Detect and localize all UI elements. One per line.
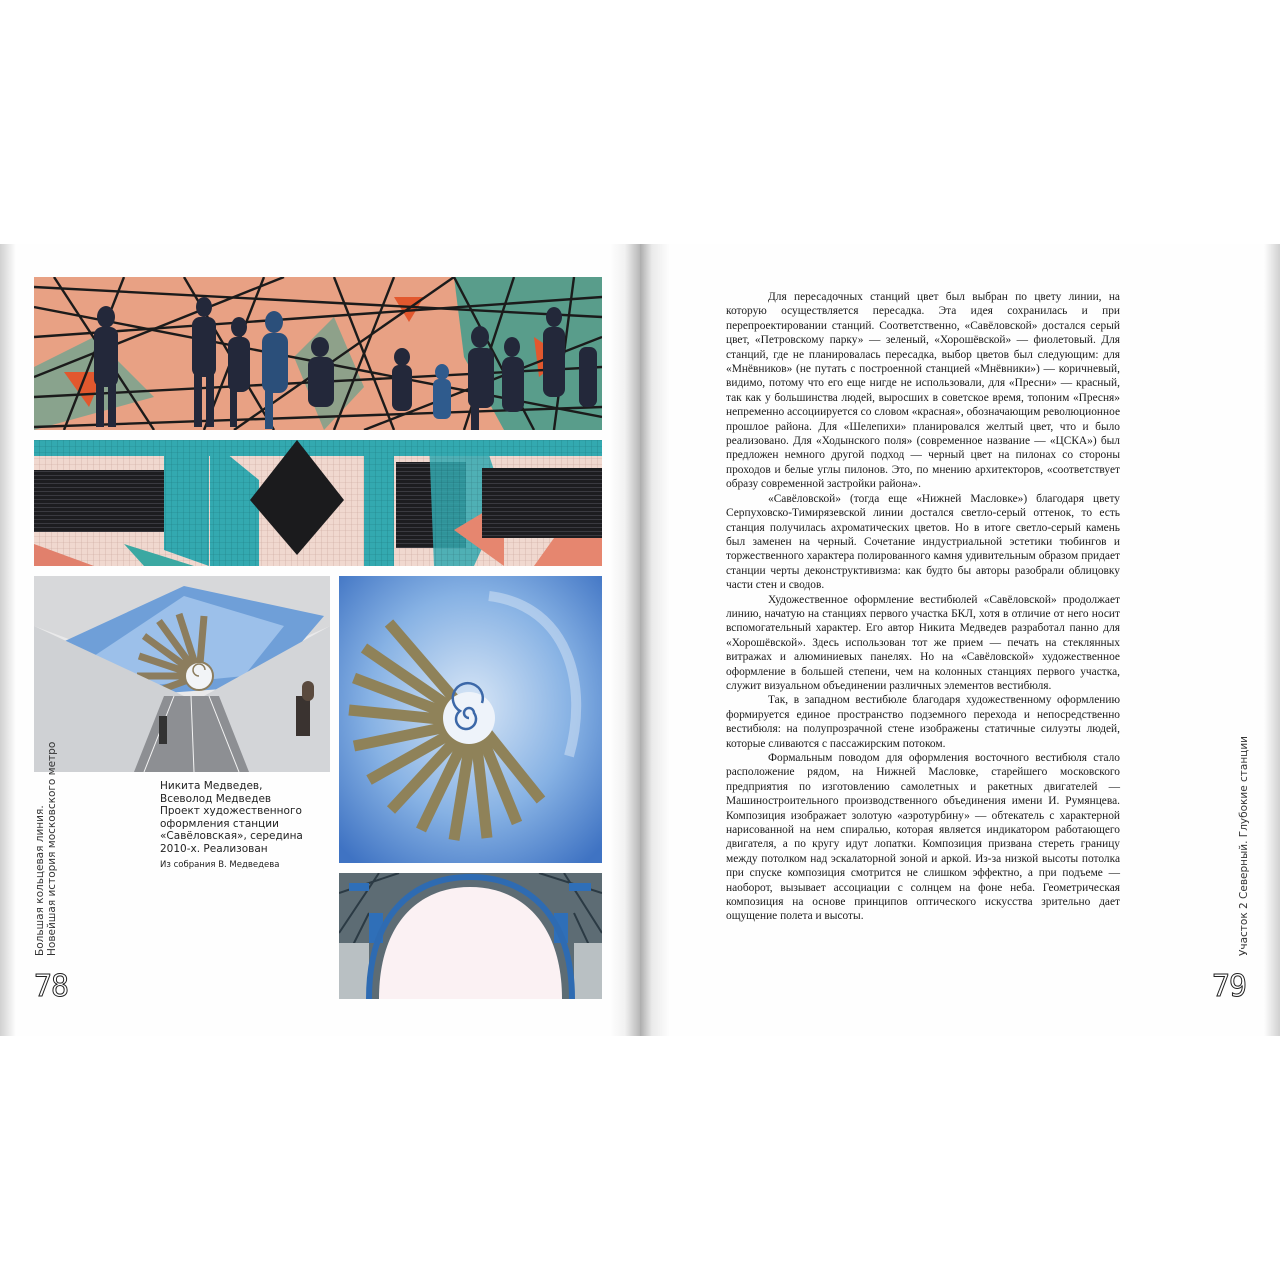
page-number-left: 78 xyxy=(34,969,69,1004)
page-edge-shadow-right xyxy=(1264,244,1280,1036)
paragraph: «Савёловской» (тогда еще «Нижней Масловке») благодаря цвету Серпуховско-Тимирязевской линии достался светло-серый оттенок, то есть станция получилась ахроматических цветов. Но в итоге светло-серый камень был заменен на черный. Сочетание индустриальной эстетики тюбингов и торжественного характера полированного камня удивительным образом придает станции черты деконструктивизма: как будто бы авторы разобрали облицовку части стен и сводов. xyxy=(726,492,1120,592)
book-spread xyxy=(0,244,1280,1036)
caption-line: Всеволод Медведев xyxy=(160,792,272,805)
paragraph: Формальным поводом для оформления восточного вестибюля стало расположение рядом, на Нижней Масловке, старейшего московского предприятия по изготовлению самолетных и ракетных двигателей — Машиностроительного производственного объединения имени И. Румянцева. Композиция изображает золотую «аэротурбину» — обтекатель с характерной нарисованной на нем спиралью, которая является индикатором работающего двигателя, а по кругу идут лопатки. Композиция призвана стереть границу между потолком над эскалаторной зоной и аркой. Из-за низкой высоты потолка при спуске композиция смотрится не слишком эффектно, а при подъеме — наоборот, вызывает ассоциации с солнцем на фоне неба. Геометрическая композиция на основе принципов оптического искусства зрительно дает ощущение полета и высоты. xyxy=(726,752,1120,923)
paragraph: Для пересадочных станций цвет был выбран по цвету линии, на которую осуществляется пересадка. Эта идея сохранилась и при перепроектировании станций. Соответственно, «Савёловской» достался серый цвет, «Петровскому парку» — зеленый, «Хорошёвской» — фиолетовый. Для станций, где не планировалась пересадка, выбор цветов был следующим: для «Мнёвников» (не путать с построенной станцией «Мнёвники») — коричневый, видимо, потому что его еще нигде не использовали, для «Пресни» — красный, так как у большинства людей, выросших в советское время, топоним «Пресня» непременно ассоциируется со словом «красная», обозначающим революционное прошлое района. Для «Шелепихи» планировался желтый цвет, что и было реализовано. Для «Ходынского поля» (современное название — «ЦСКА») был предложен немного другой подход — черный цвет на пилонах со стороны проходов и белые углы пилонов. Это, по мнению архитекторов, «соответствует образу современной застройки района». xyxy=(726,291,1120,491)
caption-line: «Савёловская», середина xyxy=(160,830,303,843)
paragraph: Художественное оформление вестибюлей «Савёловской» продолжает линию, начатую на станциях первого участка БКЛ, хотя в отличие от него носит вспомогательный характер. Его автор Никита Медведев разработал панно для «Хорошёвской». Здесь использован тот же прием — печать на стеклянных витражах и алюминиевых панелях. Но на «Савёловской» художественное оформление в большей степени, чем на колонных станциях первого участка, служит визуальном объединении различных элементов вестибюля. xyxy=(726,593,1120,692)
running-head-line: Новейшая история московского метро xyxy=(46,741,58,956)
image-caption xyxy=(160,780,310,871)
spiral-ceiling-photo-image xyxy=(339,576,602,863)
caption-line: Проект художественного xyxy=(160,805,302,818)
escalator-hall-render-image xyxy=(34,576,330,772)
gutter-shadow-left xyxy=(610,244,640,1036)
running-head-line: Большая кольцевая линия. xyxy=(34,805,46,956)
geometric-panels-image xyxy=(34,440,602,566)
running-head-right: Участок 2 Северный. Глубокие станции xyxy=(1238,736,1250,956)
caption-line: 2010-х. Реализован xyxy=(160,842,268,855)
arch-turbine-image xyxy=(339,873,602,999)
running-head-left xyxy=(34,742,58,956)
gutter-shadow-right xyxy=(640,244,670,1036)
caption-line: оформления станции xyxy=(160,817,279,830)
caption-line: Никита Медведев, xyxy=(160,780,263,792)
left-page xyxy=(0,244,640,1036)
caption-source: Из собрания В. Медведева xyxy=(160,859,280,870)
page-edge-shadow-left xyxy=(0,244,16,1036)
mural-silhouettes-image xyxy=(34,277,602,430)
page-number-right: 79 xyxy=(1212,969,1247,1004)
paragraph: Так, в западном вестибюле благодаря художественному оформлению формируется единое пространство подземного перехода и непосредственно вестибюля: на полупрозрачной стене изображены статичные силуэты людей, которые сливаются с пассажирским потоком. xyxy=(726,694,1120,750)
article-body xyxy=(726,290,1120,924)
